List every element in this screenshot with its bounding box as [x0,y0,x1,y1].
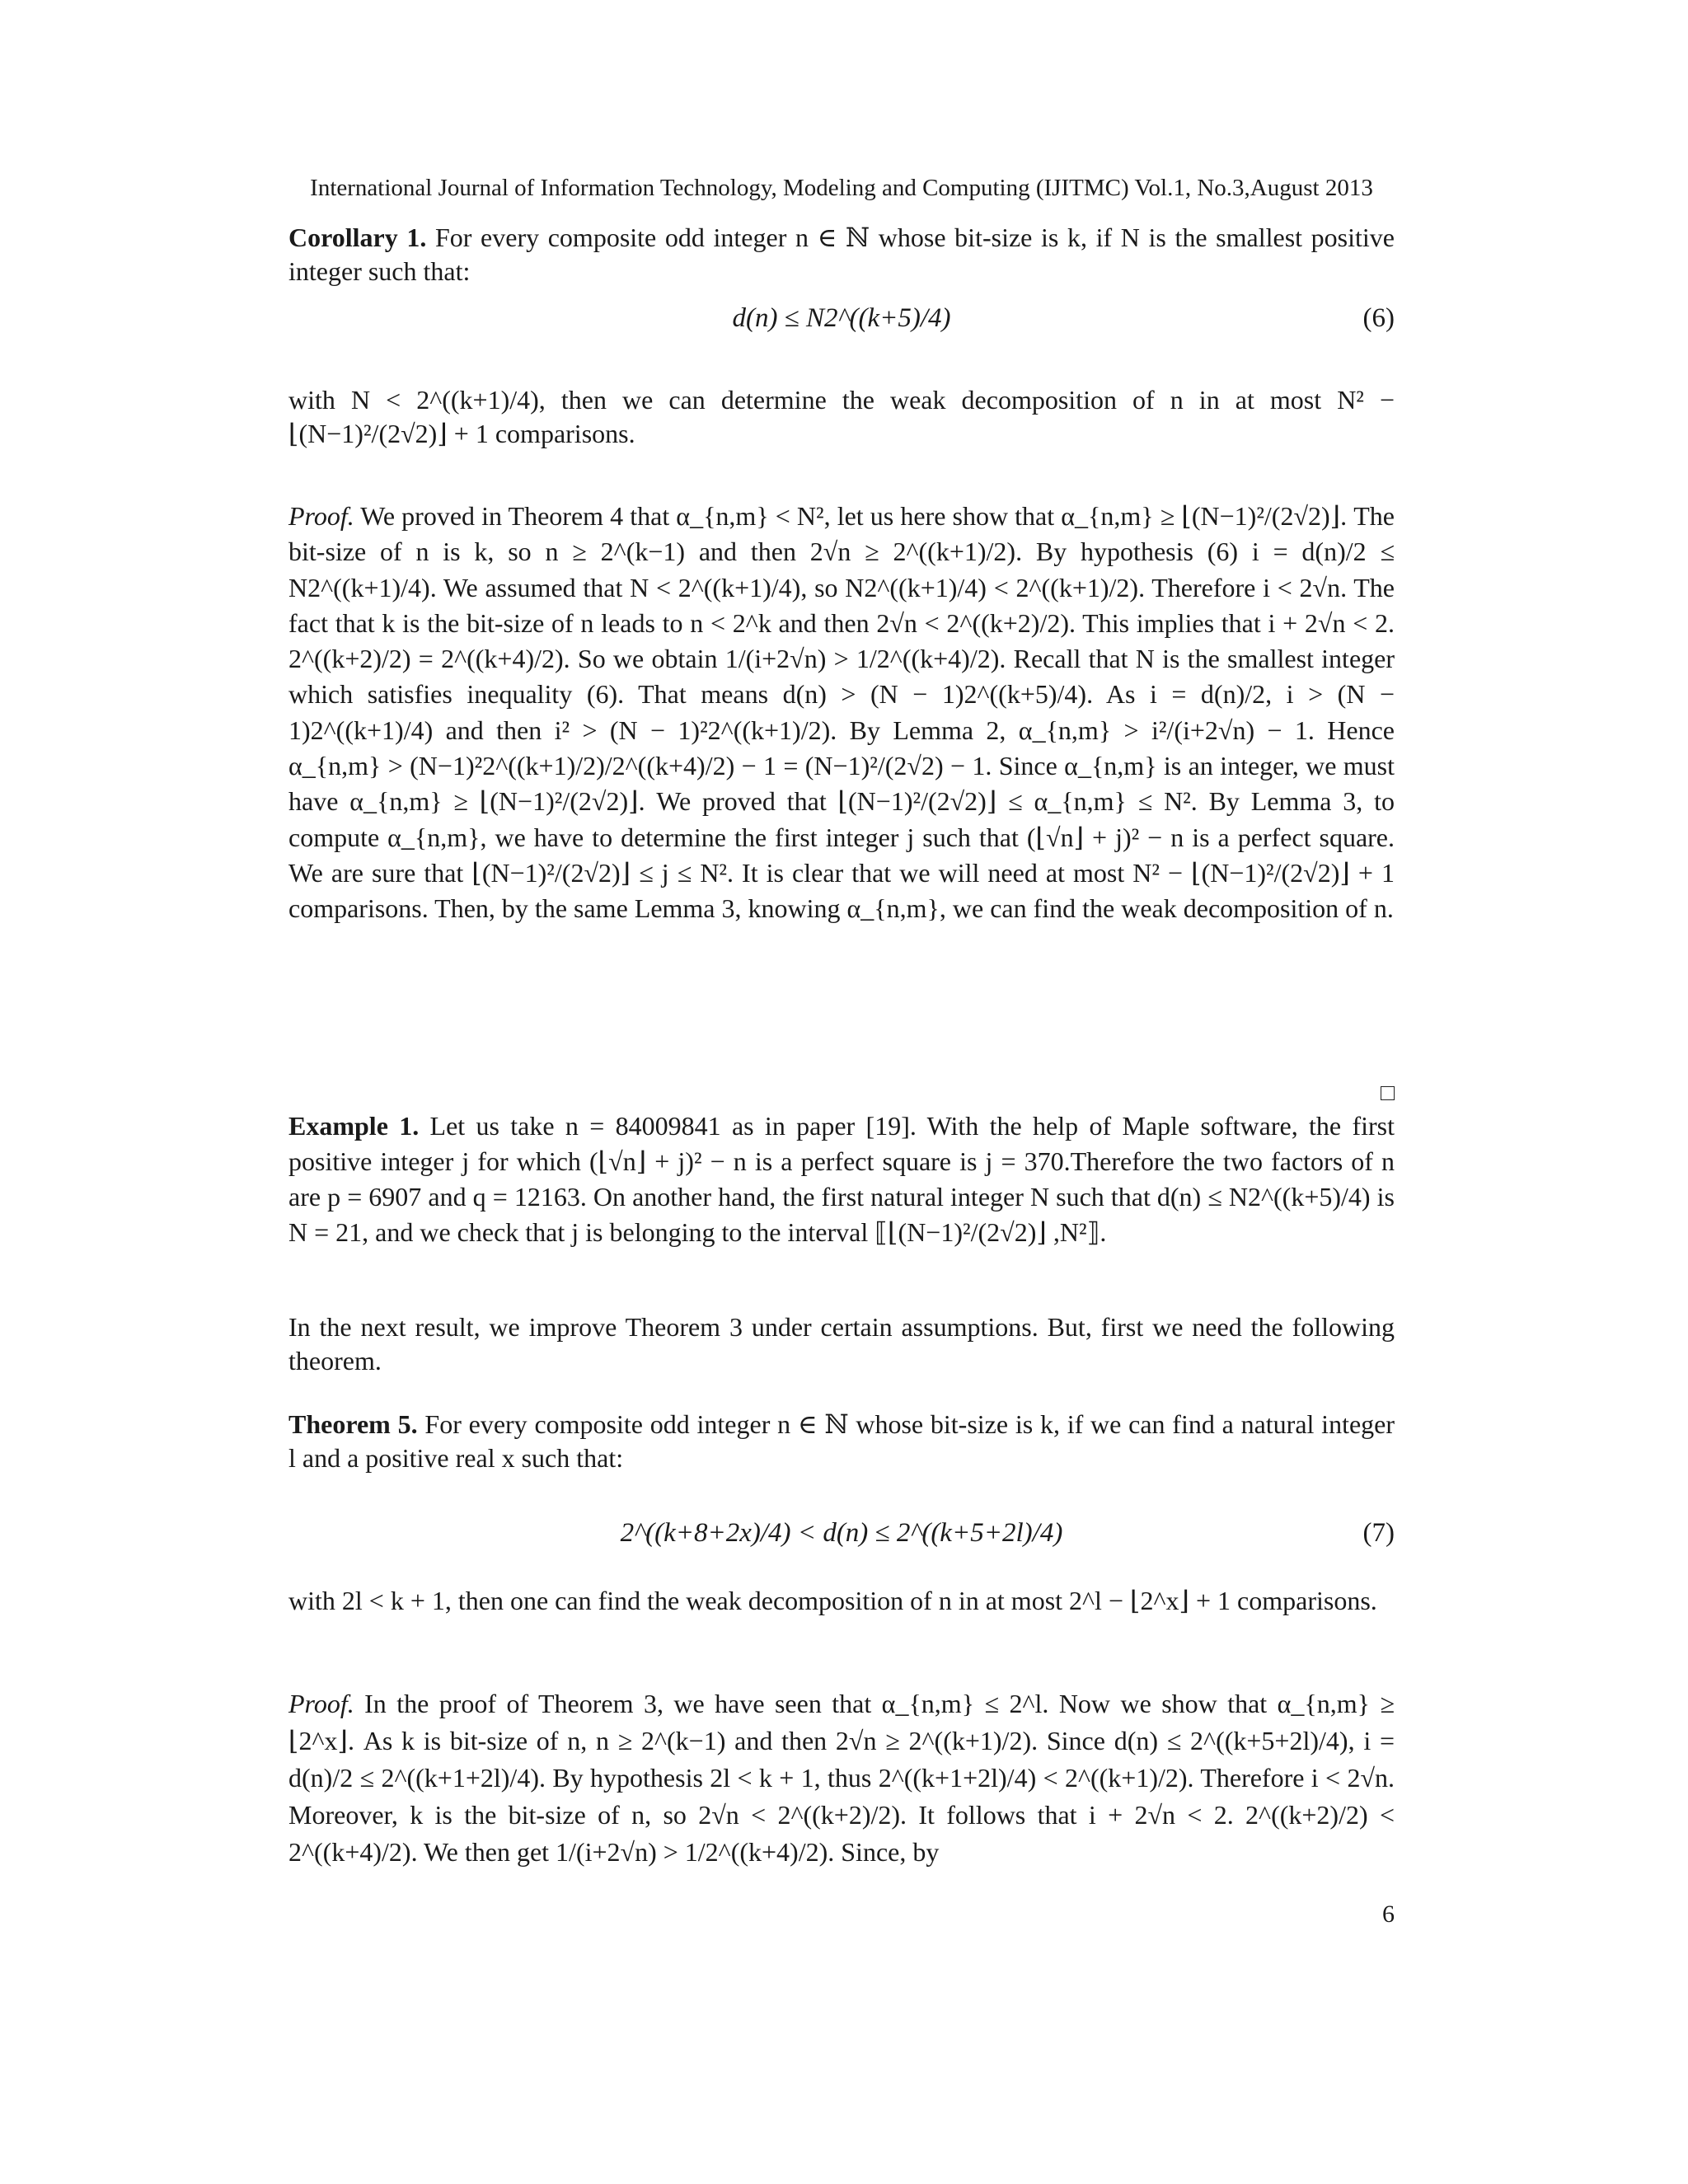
theorem-label: Theorem 5. [288,1409,418,1439]
page-number: 6 [1382,1900,1395,1928]
theorem-5-statement [288,1408,1395,1475]
theorem-5-conclusion: with 2l < k + 1, then one can find the weak decomposition of n in at most 2^l − ⌊2^x⌋ + 1 comparisons. [288,1586,1377,1615]
example-label: Example 1. [288,1111,420,1141]
corollary-label: Corollary 1. [288,223,427,252]
equation-7-number: (7) [1362,1518,1395,1548]
qed-square [1381,1086,1395,1100]
corollary-conclusion: with N < 2^((k+1)/4), then we can determine the weak decomposition of n in at most N² − ⌊(N−1)²/(2√2)⌋ + 1 comparisons. [288,385,1395,448]
running-header: International Journal of Information Technology, Modeling and Computing (IJITMC) Vol.1, No.3,August 2013 [310,175,1373,201]
proof-text: We proved in Theorem 4 that α_{n,m} < N², let us here show that α_{n,m} ≥ ⌊(N−1)²/(2√2)⌋. The bit-size of n is k, so n ≥ 2^(k−1) and then 2√n ≥ 2^((k+1)/2). By hypothesis (6) i = d(n)/2 ≤ N2^((k+1)/4). We assumed that N < 2^((k+1)/4), so N2^((k+1)/4) < 2^((k+1)/2). Therefore i < 2√n. The fact that k is the bit-size of n leads to n < 2^k and then 2√n < 2^((k+2)/2). This implies that i + 2√n < 2. 2^((k+2)/2) = 2^((k+4)/2). So we obtain 1/(i+2√n) > 1/2^((k+4)/2). Recall that N is the smallest integer which satisfies inequality (6). That means d(n) > (N − 1)2^((k+5)/4). As i = d(n)/2, i > (N − 1)2^((k+1)/4) and then i² > (N − 1)²2^((k+1)/2). By Lemma 2, α_{n,m} > i²/(i+2√n) − 1. Hence α_{n,m} > (N−1)²2^((k+1)/2)/2^((k+4)/2) − 1 = (N−1)²/(2√2) − 1. Since α_{n,m} is an integer, we must have α_{n,m} ≥ ⌊(N−1)²/(2√2)⌋. We proved that ⌊(N−1)²/(2√2)⌋ ≤ α_{n,m} ≤ N². By Lemma 3, to compute α_{n,m}, we have to determine the first integer j such that (⌊√n⌋ + j)² − n is a perfect square. We are sure that ⌊(N−1)²/(2√2)⌋ ≤ j ≤ N². It is clear that we will need at most N² − ⌊(N−1)²/(2√2)⌋ + 1 comparisons. Then, by the same Lemma 3, knowing α_{n,m}, we can find the weak decomposition of n. [288,501,1395,924]
corollary-text: For every composite odd integer n ∈ ℕ whose bit-size is k, if N is the smallest positive integer such that: [288,223,1395,286]
intro-paragraph: In the next result, we improve Theorem 3 under certain assumptions. But, first we need the following theorem. [288,1312,1395,1376]
example-text: Let us take n = 84009841 as in paper [19]. With the help of Maple software, the first positive integer j for which (⌊√n⌋ + j)² − n is a perfect square is j = 370.Therefore the two factors of n are p = 6907 and q = 12163. On another hand, the first natural integer N such that d(n) ≤ N2^((k+5)/4) is N = 21, and we check that j is belonging to the interval ⟦⌊(N−1)²/(2√2)⌋ ,N²⟧. [288,1111,1395,1247]
proof-of-theorem-5 [288,1685,1395,1871]
proof-label: Proof. [288,501,354,531]
proof-text: In the proof of Theorem 3, we have seen that α_{n,m} ≤ 2^l. Now we show that α_{n,m} ≥ ⌊2^x⌋. As k is bit-size of n, n ≥ 2^(k−1) and then 2√n ≥ 2^((k+1)/2). Since d(n) ≤ 2^((k+5+2l)/4), i = d(n)/2 ≤ 2^((k+1+2l)/4). By hypothesis 2l < k + 1, thus 2^((k+1+2l)/4) < 2^((k+1)/2). Therefore i < 2√n. Moreover, k is the bit-size of n, so 2√n < 2^((k+2)/2). It follows that i + 2√n < 2. 2^((k+2)/2) < 2^((k+4)/2). We then get 1/(i+2√n) > 1/2^((k+4)/2). Since, by [288,1689,1395,1867]
corollary-statement [288,221,1395,288]
proof-of-corollary [288,499,1395,927]
equation-6-number: (6) [1362,303,1395,333]
theorem-text: For every composite odd integer n ∈ ℕ whose bit-size is k, if we can find a natural integer l and a positive real x such that: [288,1409,1395,1473]
equation-6-body: d(n) ≤ N2^((k+5)/4) [732,303,951,333]
example-1 [288,1108,1395,1250]
equation-7-body: 2^((k+8+2x)/4) < d(n) ≤ 2^((k+5+2l)/4) [620,1518,1063,1548]
proof-label: Proof. [288,1689,354,1718]
